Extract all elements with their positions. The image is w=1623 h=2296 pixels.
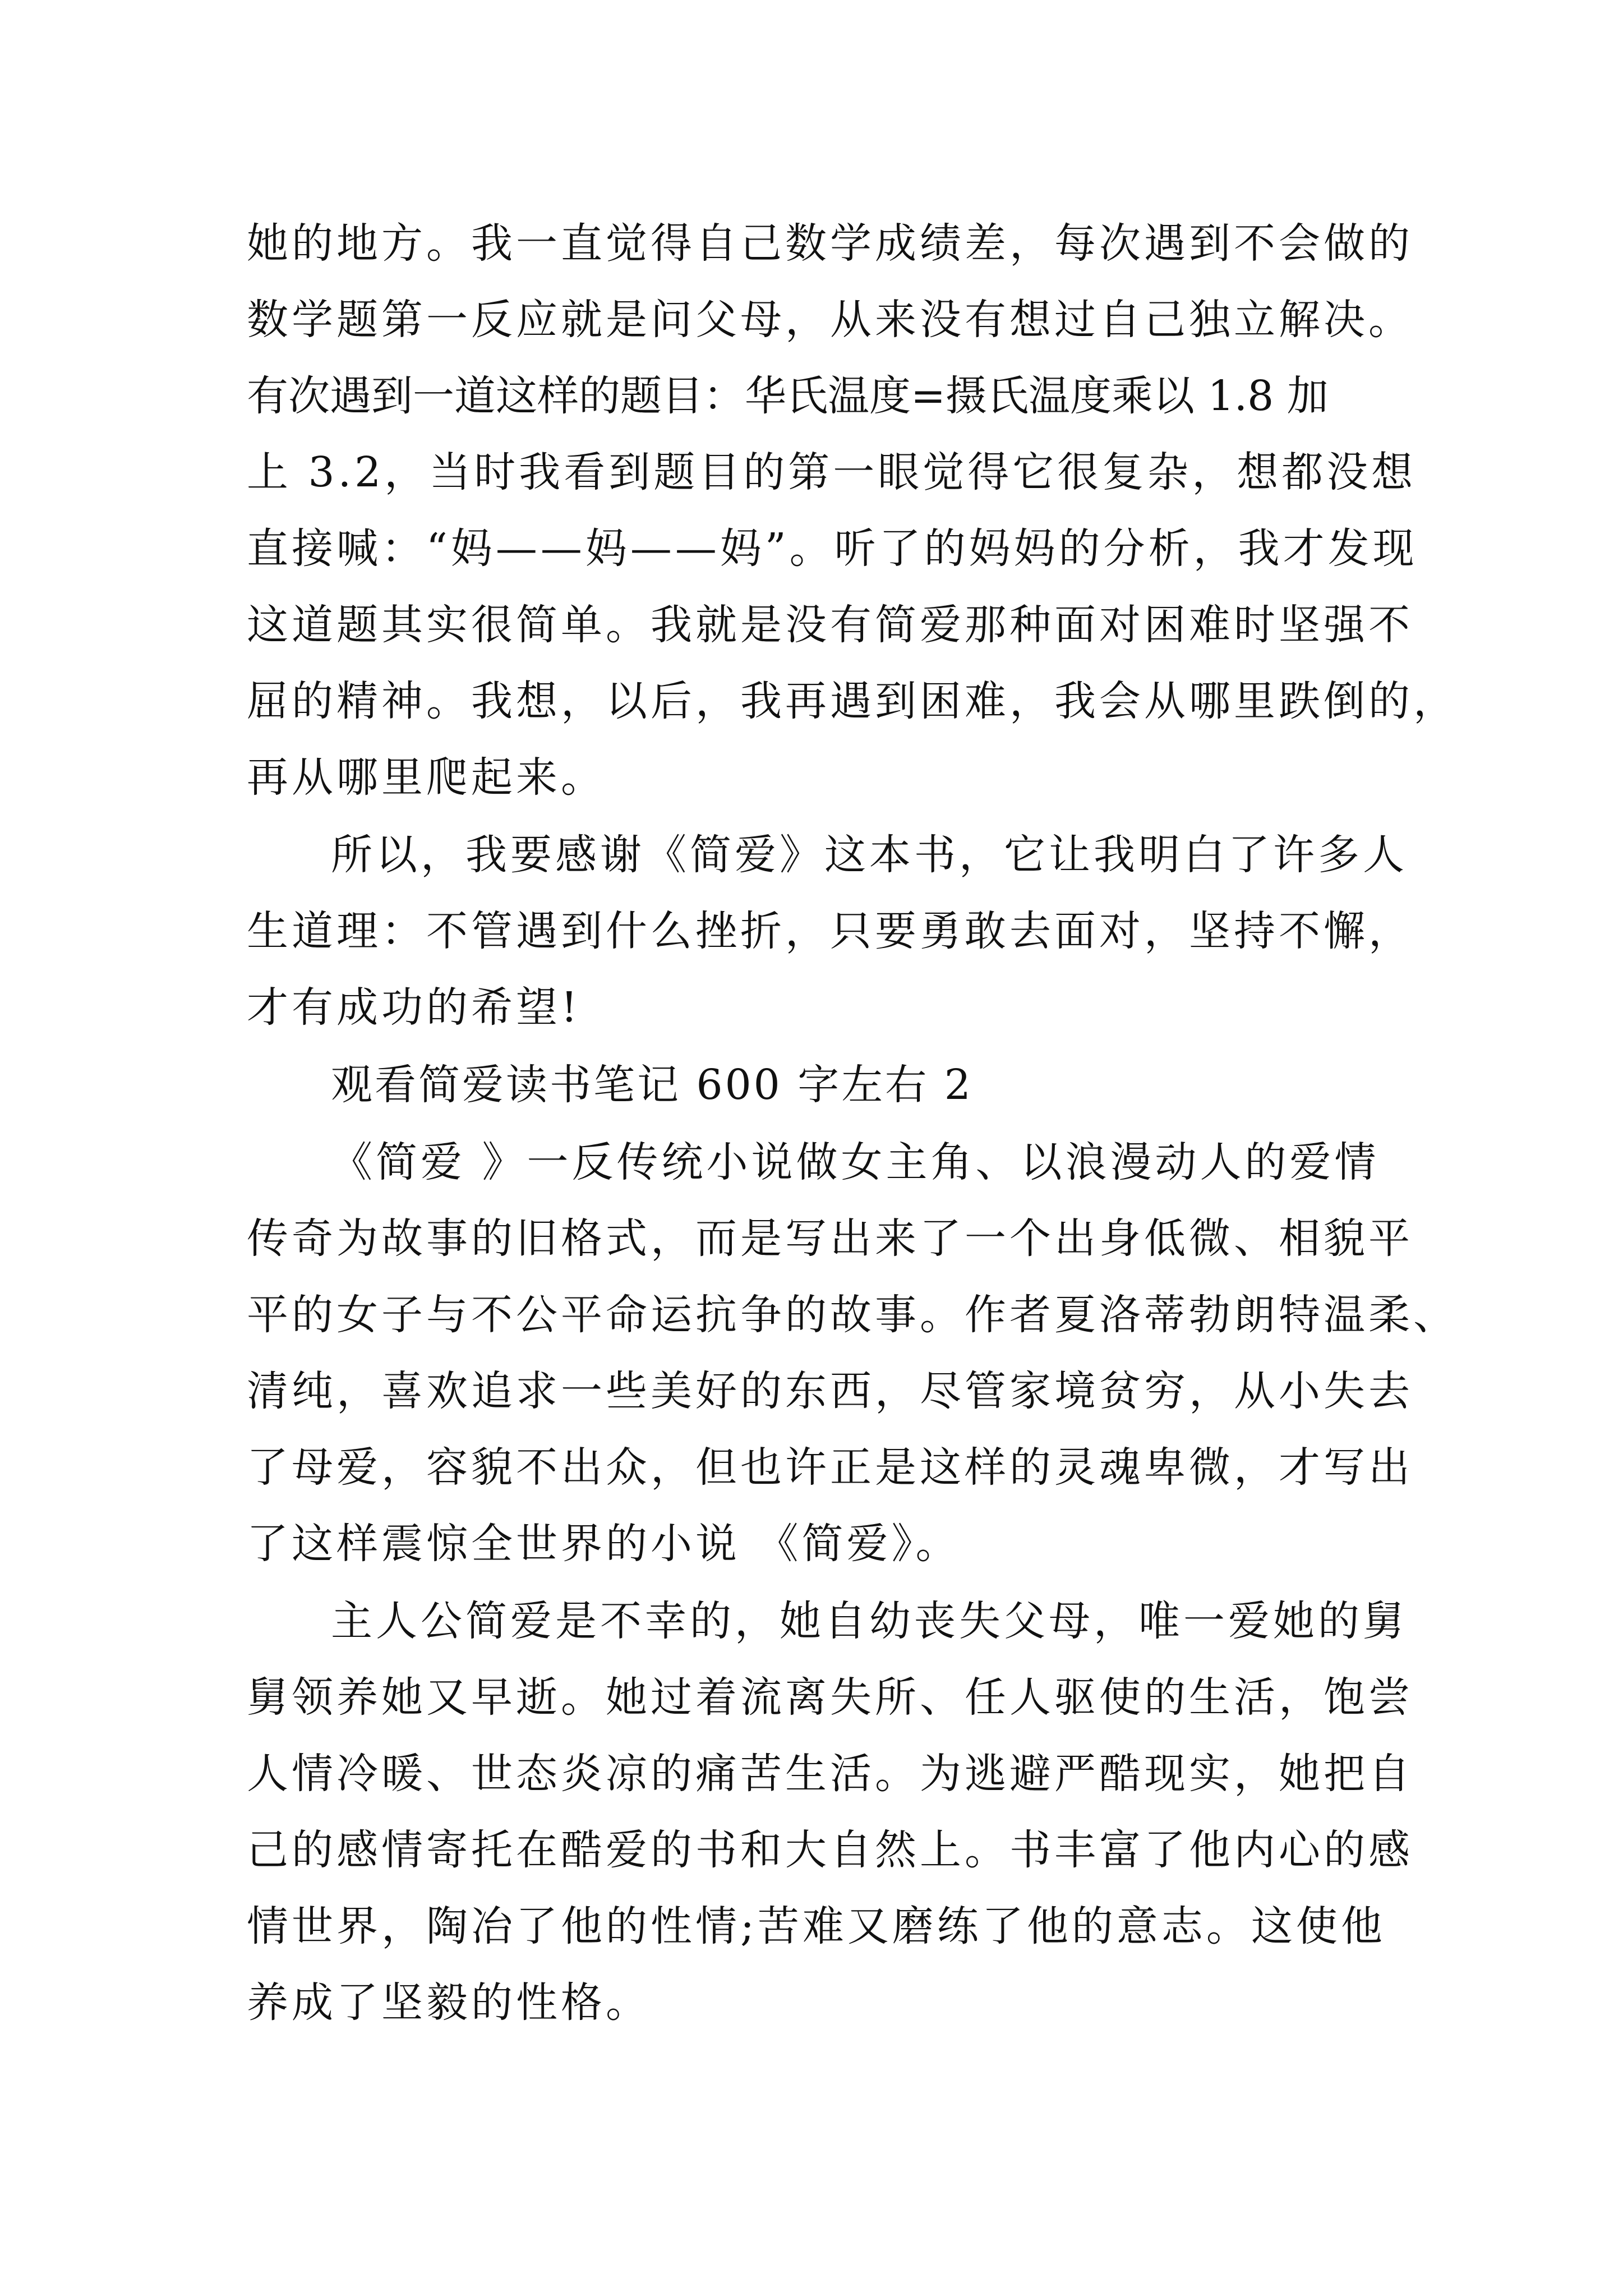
text-line: 生道理：不管遇到什么挫折，只要勇敢去面对，坚持不懈， — [247, 907, 1413, 955]
paragraph-first-line: 所以，我要感谢《简爱》这本书，它让我明白了许多人 — [331, 831, 1408, 879]
text-line: 有次遇到一道这样的题目：华氏温度=摄氏温度乘以 1.8 加 — [247, 372, 1329, 420]
text-line: 才有成功的希望! — [247, 983, 581, 1032]
text-line: 舅领养她又早逝。她过着流离失所、任人驱使的生活，饱尝 — [247, 1673, 1413, 1722]
text-line: 了这样震惊全世界的小说 《简爱》。 — [247, 1520, 961, 1568]
text-line: 直接喊：“妈——妈——妈”。听了的妈妈的分析，我才发现 — [247, 524, 1418, 573]
section-heading: 观看简爱读书笔记 600 字左右 2 — [331, 1061, 973, 1109]
text-line: 人情冷暖、世态炎凉的痛苦生活。为逃避严酷现实，她把自 — [247, 1750, 1413, 1798]
text-line: 传奇为故事的旧格式，而是写出来了一个出身低微、相貌平 — [247, 1214, 1413, 1263]
text-line: 这道题其实很简单。我就是没有简爱那种面对困难时坚强不 — [247, 601, 1413, 649]
text-line: 情世界，陶冶了他的性情;苦难又磨练了他的意志。这使他 — [247, 1902, 1386, 1950]
text-line: 上 3.2，当时我看到题目的第一眼觉得它很复杂，想都没想 — [247, 448, 1417, 496]
text-line: 数学题第一反应就是问父母，从来没有想过自己独立解决。 — [247, 296, 1413, 344]
text-line: 平的女子与不公平命运抗争的故事。作者夏洛蒂勃朗特温柔、 — [247, 1291, 1458, 1339]
text-line: 她的地方。我一直觉得自己数学成绩差，每次遇到不会做的 — [247, 219, 1413, 268]
paragraph-first-line: 主人公简爱是不幸的，她自幼丧失父母，唯一爱她的舅 — [331, 1597, 1408, 1645]
text-line: 了母爱，容貌不出众，但也许正是这样的灵魂卑微，才写出 — [247, 1443, 1413, 1492]
paragraph-first-line: 《简爱 》一反传统小说做女主角、以浪漫动人的爱情 — [331, 1138, 1380, 1186]
text-line: 屈的精神。我想，以后，我再遇到困难，我会从哪里跌倒的， — [247, 677, 1458, 725]
text-line: 己的感情寄托在酷爱的书和大自然上。书丰富了他内心的感 — [247, 1826, 1413, 1874]
text-line: 清纯，喜欢追求一些美好的东西，尽管家境贫穷，从小失去 — [247, 1367, 1413, 1415]
text-line: 养成了坚毅的性格。 — [247, 1978, 651, 2027]
text-line: 再从哪里爬起来。 — [247, 753, 606, 802]
